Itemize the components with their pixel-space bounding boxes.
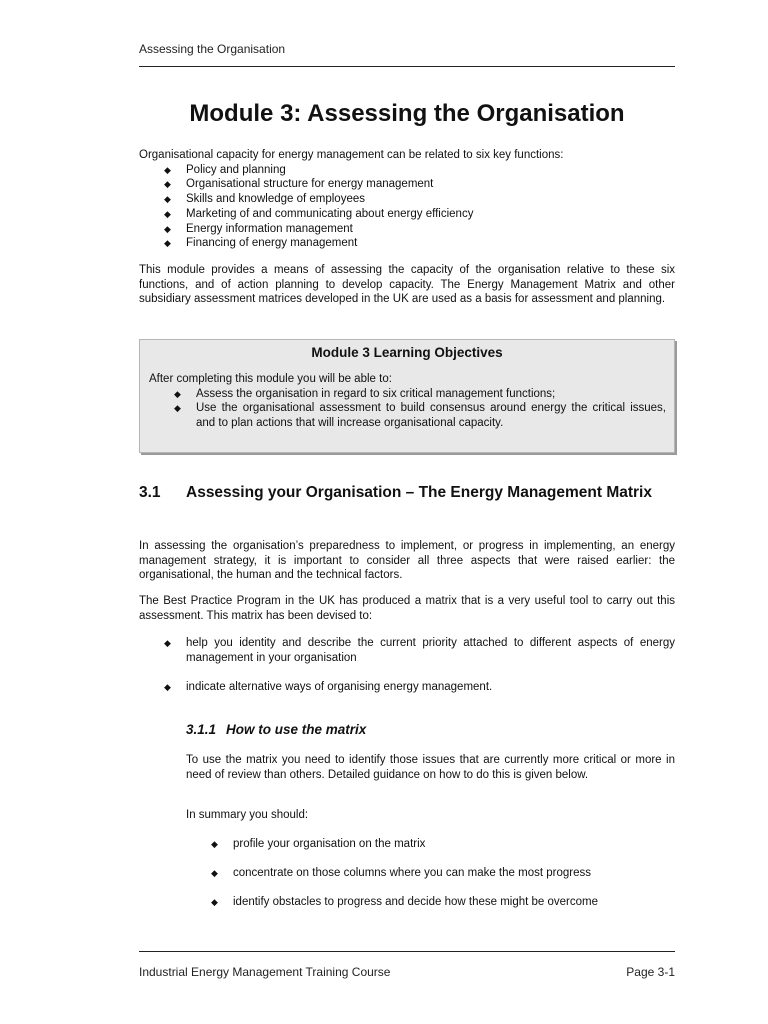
intro-lead: Organisational capacity for energy management can be related to six key functions: xyxy=(139,149,564,161)
page-title: Module 3: Assessing the Organisation xyxy=(189,100,625,127)
section-3-1-paragraph-1: In assessing the organisation’s preparedness to implement, or progress in implementing, an energy management strategy, it is important to consider all three aspects that were raised earlier: the organisational, the human and the technical factors. xyxy=(139,540,675,581)
objectives-title: Module 3 Learning Objectives xyxy=(311,345,503,360)
subsection-heading-3-1-1 xyxy=(186,722,366,737)
header-rule xyxy=(139,66,675,67)
list-item: ◆ Organisational structure for energy management xyxy=(139,177,675,192)
list-item: ◆ Financing of energy management xyxy=(139,236,675,251)
subsection-paragraph-1: To use the matrix you need to identify those issues that are currently more critical or more in need of review than others. Detailed guidance on how to do this is given below. xyxy=(186,754,675,781)
section-3-1-list xyxy=(139,636,675,694)
list-item: ◆ indicate alternative ways of organising energy management. xyxy=(139,680,675,695)
intro-section xyxy=(139,148,675,251)
list-item: ◆ Skills and knowledge of employees xyxy=(139,192,675,207)
list-item: ◆ Use the organisational assessment to build consensus around energy the critical issues, and to plan actions that will increase organisational capacity. xyxy=(140,401,674,431)
section-title: Assessing your Organisation – The Energy Management Matrix xyxy=(186,484,652,501)
page-footer xyxy=(139,965,675,979)
subsection-list xyxy=(186,837,675,909)
footer-rule xyxy=(139,951,675,952)
subsection-number: 3.1.1 xyxy=(186,722,217,737)
page-number: Page 3-1 xyxy=(626,965,675,979)
running-header: Assessing the Organisation xyxy=(139,42,286,56)
footer-course-title: Industrial Energy Management Training Course xyxy=(139,965,391,979)
learning-objectives-box xyxy=(139,339,675,453)
list-item: ◆ Marketing of and communicating about energy efficiency xyxy=(139,207,675,222)
list-item: ◆ Policy and planning xyxy=(139,163,675,178)
objectives-list xyxy=(140,387,674,431)
list-item: ◆ Energy information management xyxy=(139,222,675,237)
list-item: ◆ identify obstacles to progress and decide how these might be overcome xyxy=(186,895,675,910)
functions-list xyxy=(139,163,675,252)
list-item: ◆ Assess the organisation in regard to six critical management functions; xyxy=(140,387,674,402)
list-item: ◆ profile your organisation on the matrix xyxy=(186,837,675,852)
section-heading-3-1 xyxy=(139,483,675,502)
list-item: ◆ help you identity and describe the current priority attached to different aspects of energy management in your organisation xyxy=(139,636,675,666)
objectives-lead: After completing this module you will be able to: xyxy=(149,373,392,385)
section-number: 3.1 xyxy=(139,484,161,501)
subsection-title: How to use the matrix xyxy=(226,722,367,737)
section-3-1-paragraph-2: The Best Practice Program in the UK has produced a matrix that is a very useful tool to carry out this assessment. This matrix has been devised to: xyxy=(139,595,675,622)
list-item: ◆ concentrate on those columns where you can make the most progress xyxy=(186,866,675,881)
intro-paragraph: This module provides a means of assessing the capacity of the organisation relative to these six functions, and of action planning to develop capacity. The Energy Management Matrix and other subsidiary assessment matrices developed in the UK are used as a basis for assessment and planning. xyxy=(139,264,675,305)
subsection-paragraph-2: In summary you should: xyxy=(186,809,309,821)
